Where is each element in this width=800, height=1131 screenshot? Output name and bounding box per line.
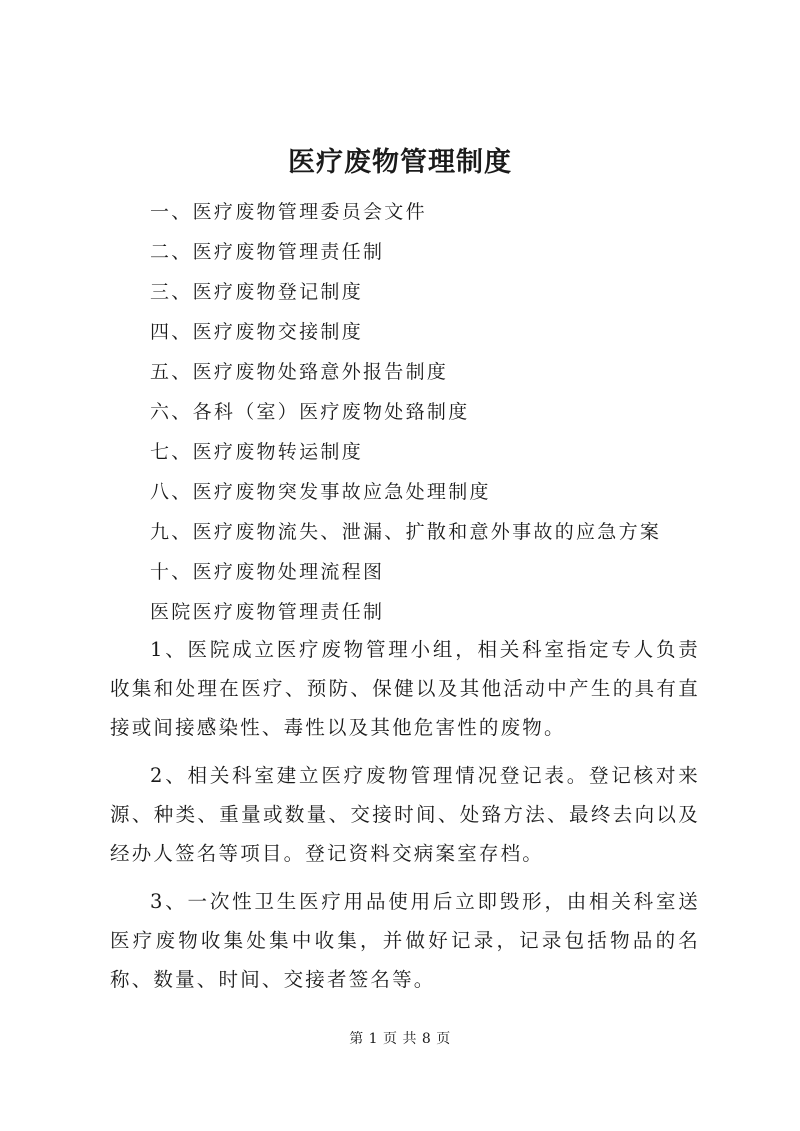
toc-item: 六、各科（室）医疗废物处臵制度 (150, 401, 470, 423)
paragraph: 2、相关科室建立医疗废物管理情况登记表。登记核对来源、种类、重量或数量、交接时间、处臵方法、最终去向以及经办人签名等项目。登记资料交病案室存档。 (110, 764, 700, 865)
page-footer: 第 1 页 共 8 页 (349, 1031, 451, 1047)
toc-item: 三、医疗废物登记制度 (150, 281, 364, 303)
toc-item: 十、医疗废物处理流程图 (150, 561, 385, 583)
toc-item: 二、医疗废物管理责任制 (150, 241, 385, 263)
table-of-contents (150, 192, 661, 592)
document-title: 医疗废物管理制度 (288, 147, 512, 178)
toc-item: 四、医疗废物交接制度 (150, 321, 364, 343)
toc-item: 一、医疗废物管理委员会文件 (150, 201, 427, 223)
toc-item: 五、医疗废物处臵意外报告制度 (150, 361, 449, 383)
toc-item: 九、医疗废物流失、泄漏、扩散和意外事故的应急方案 (150, 521, 662, 543)
paragraph: 3、一次性卫生医疗用品使用后立即毁形，由相关科室送医疗废物收集处集中收集，并做好记录，记录包括物品的名称、数量、时间、交接者签名等。 (110, 890, 700, 991)
toc-item: 八、医疗废物突发事故应急处理制度 (150, 481, 491, 503)
toc-item: 七、医疗废物转运制度 (150, 441, 364, 463)
paragraph: 1、医院成立医疗废物管理小组，相关科室指定专人负责收集和处理在医疗、预防、保健以及其他活动中产生的具有直接或间接感染性、毒性以及其他危害性的废物。 (110, 638, 700, 739)
section-heading: 医院医疗废物管理责任制 (150, 601, 385, 623)
